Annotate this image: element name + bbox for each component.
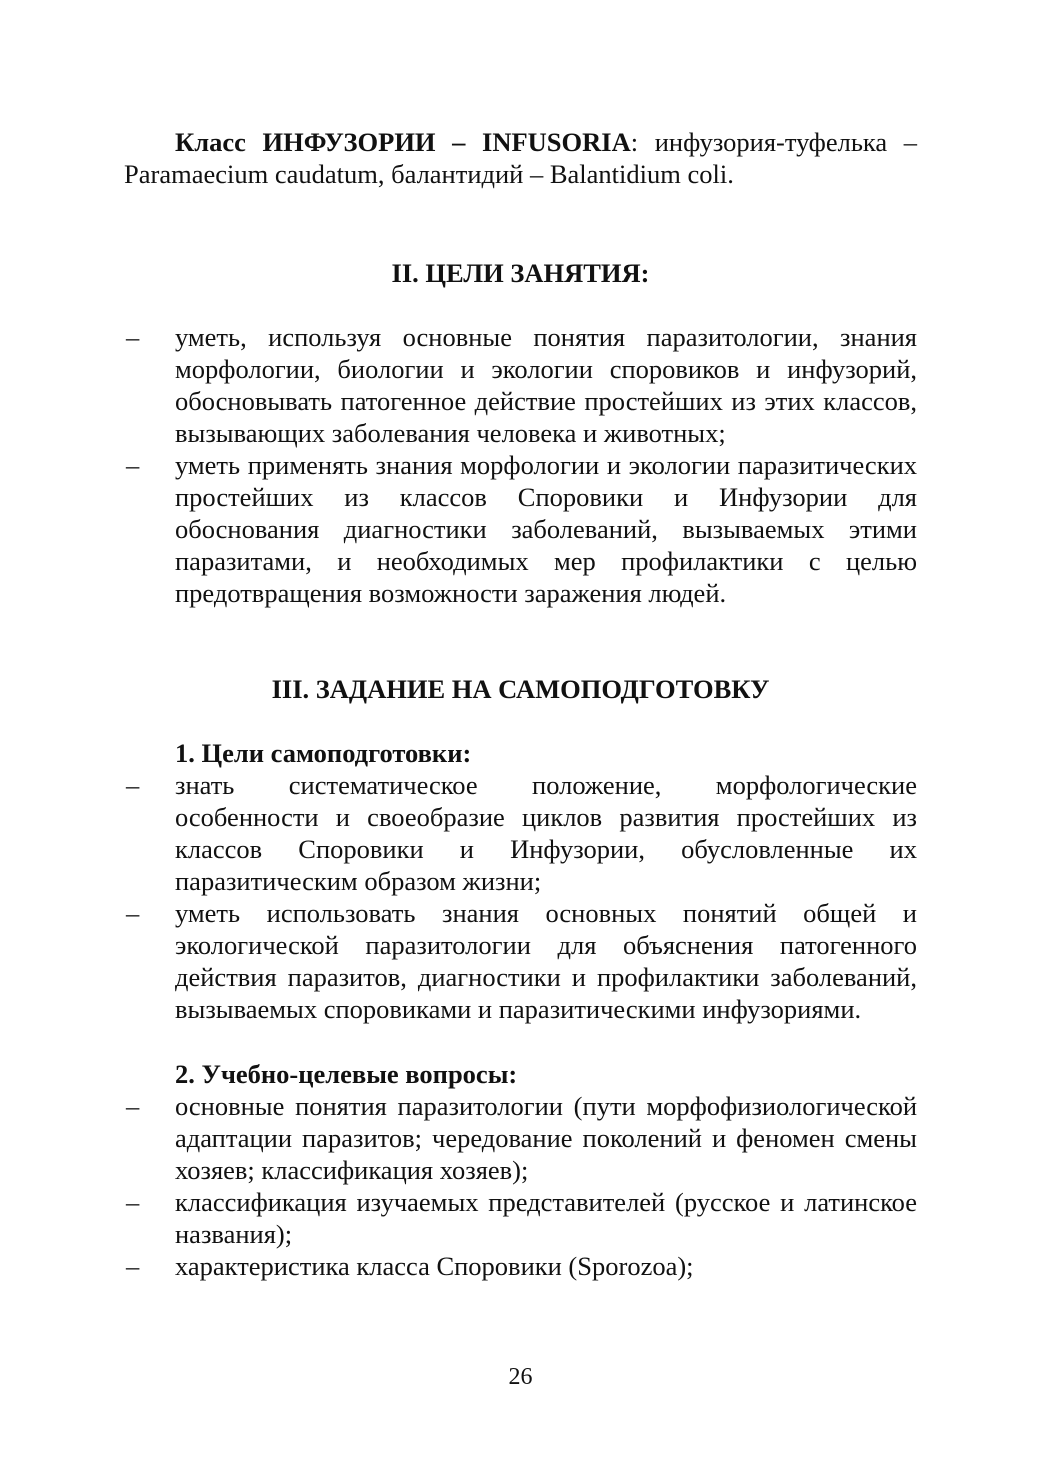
list-item-text: уметь применять знания морфологии и экологии паразитических простейших из классов Споровики и Инфузории для обоснования диагностики заболеваний, вызываемых этими паразитами, и необходимых мер профилактики с целью предотвращения возможности заражения людей. bbox=[175, 450, 917, 608]
sub1-title: 1. Цели самоподготовки: bbox=[175, 738, 472, 768]
section2-list bbox=[124, 321, 917, 609]
list-item bbox=[124, 1250, 917, 1282]
list-item-text: уметь, используя основные понятия паразитологии, знания морфологии, биологии и экологии споровиков и инфузорий, обосновывать патогенное действие простейших из этих классов, вызывающих заболевания человека и животных; bbox=[175, 322, 917, 448]
intro-label: Класс bbox=[175, 127, 263, 157]
list-dash: – bbox=[126, 1091, 140, 1121]
list-dash: – bbox=[126, 898, 140, 928]
section3-title: III. ЗАДАНИЕ НА САМОПОДГОТОВКУ bbox=[271, 674, 770, 704]
list-item-text: уметь использовать знания основных понятий общей и экологической паразитологии для объяснения патогенного действия паразитов, диагностики и профилактики заболеваний, вызываемых споровиками и паразитическими инфузориями. bbox=[175, 898, 917, 1024]
intro-rest: : инфузория-туфелька – Paramaecium caudatum, балантидий – Balantidium coli. bbox=[124, 127, 917, 189]
intro-paragraph bbox=[124, 126, 917, 190]
list-item-text: классификация изучаемых представителей (русское и латинское названия); bbox=[175, 1187, 917, 1249]
page-number: 26 bbox=[508, 1364, 533, 1390]
list-item bbox=[124, 449, 917, 609]
list-item bbox=[124, 321, 917, 449]
section2-title: II. ЦЕЛИ ЗАНЯТИЯ: bbox=[391, 258, 650, 288]
list-dash: – bbox=[126, 1251, 140, 1281]
intro-class-ru: ИНФУЗОРИИ bbox=[262, 127, 436, 157]
list-item bbox=[124, 769, 917, 897]
intro-class-lat: INFUSORIA bbox=[482, 127, 631, 157]
sub2-title: 2. Учебно-целевые вопросы: bbox=[175, 1059, 518, 1089]
sub2-list bbox=[124, 1090, 917, 1282]
list-dash: – bbox=[126, 322, 140, 352]
list-item bbox=[124, 1186, 917, 1250]
list-item bbox=[124, 1090, 917, 1186]
list-item-text: основные понятия паразитологии (пути морфофизиологической адаптации паразитов; чередование поколений и феномен смены хозяев; классификация хозяев); bbox=[175, 1091, 917, 1185]
list-item-text: характеристика класса Споровики (Sporozoa); bbox=[175, 1251, 694, 1281]
list-item-text: знать систематическое положение, морфологические особенности и своеобразие циклов развития простейших из классов Споровики и Инфузории, обусловленные их паразитическим образом жизни; bbox=[175, 770, 917, 896]
list-dash: – bbox=[126, 770, 140, 800]
sub1-list bbox=[124, 769, 917, 1025]
list-dash: – bbox=[126, 1187, 140, 1217]
list-dash: – bbox=[126, 450, 140, 480]
list-item bbox=[124, 897, 917, 1025]
intro-separator: – bbox=[435, 127, 483, 157]
